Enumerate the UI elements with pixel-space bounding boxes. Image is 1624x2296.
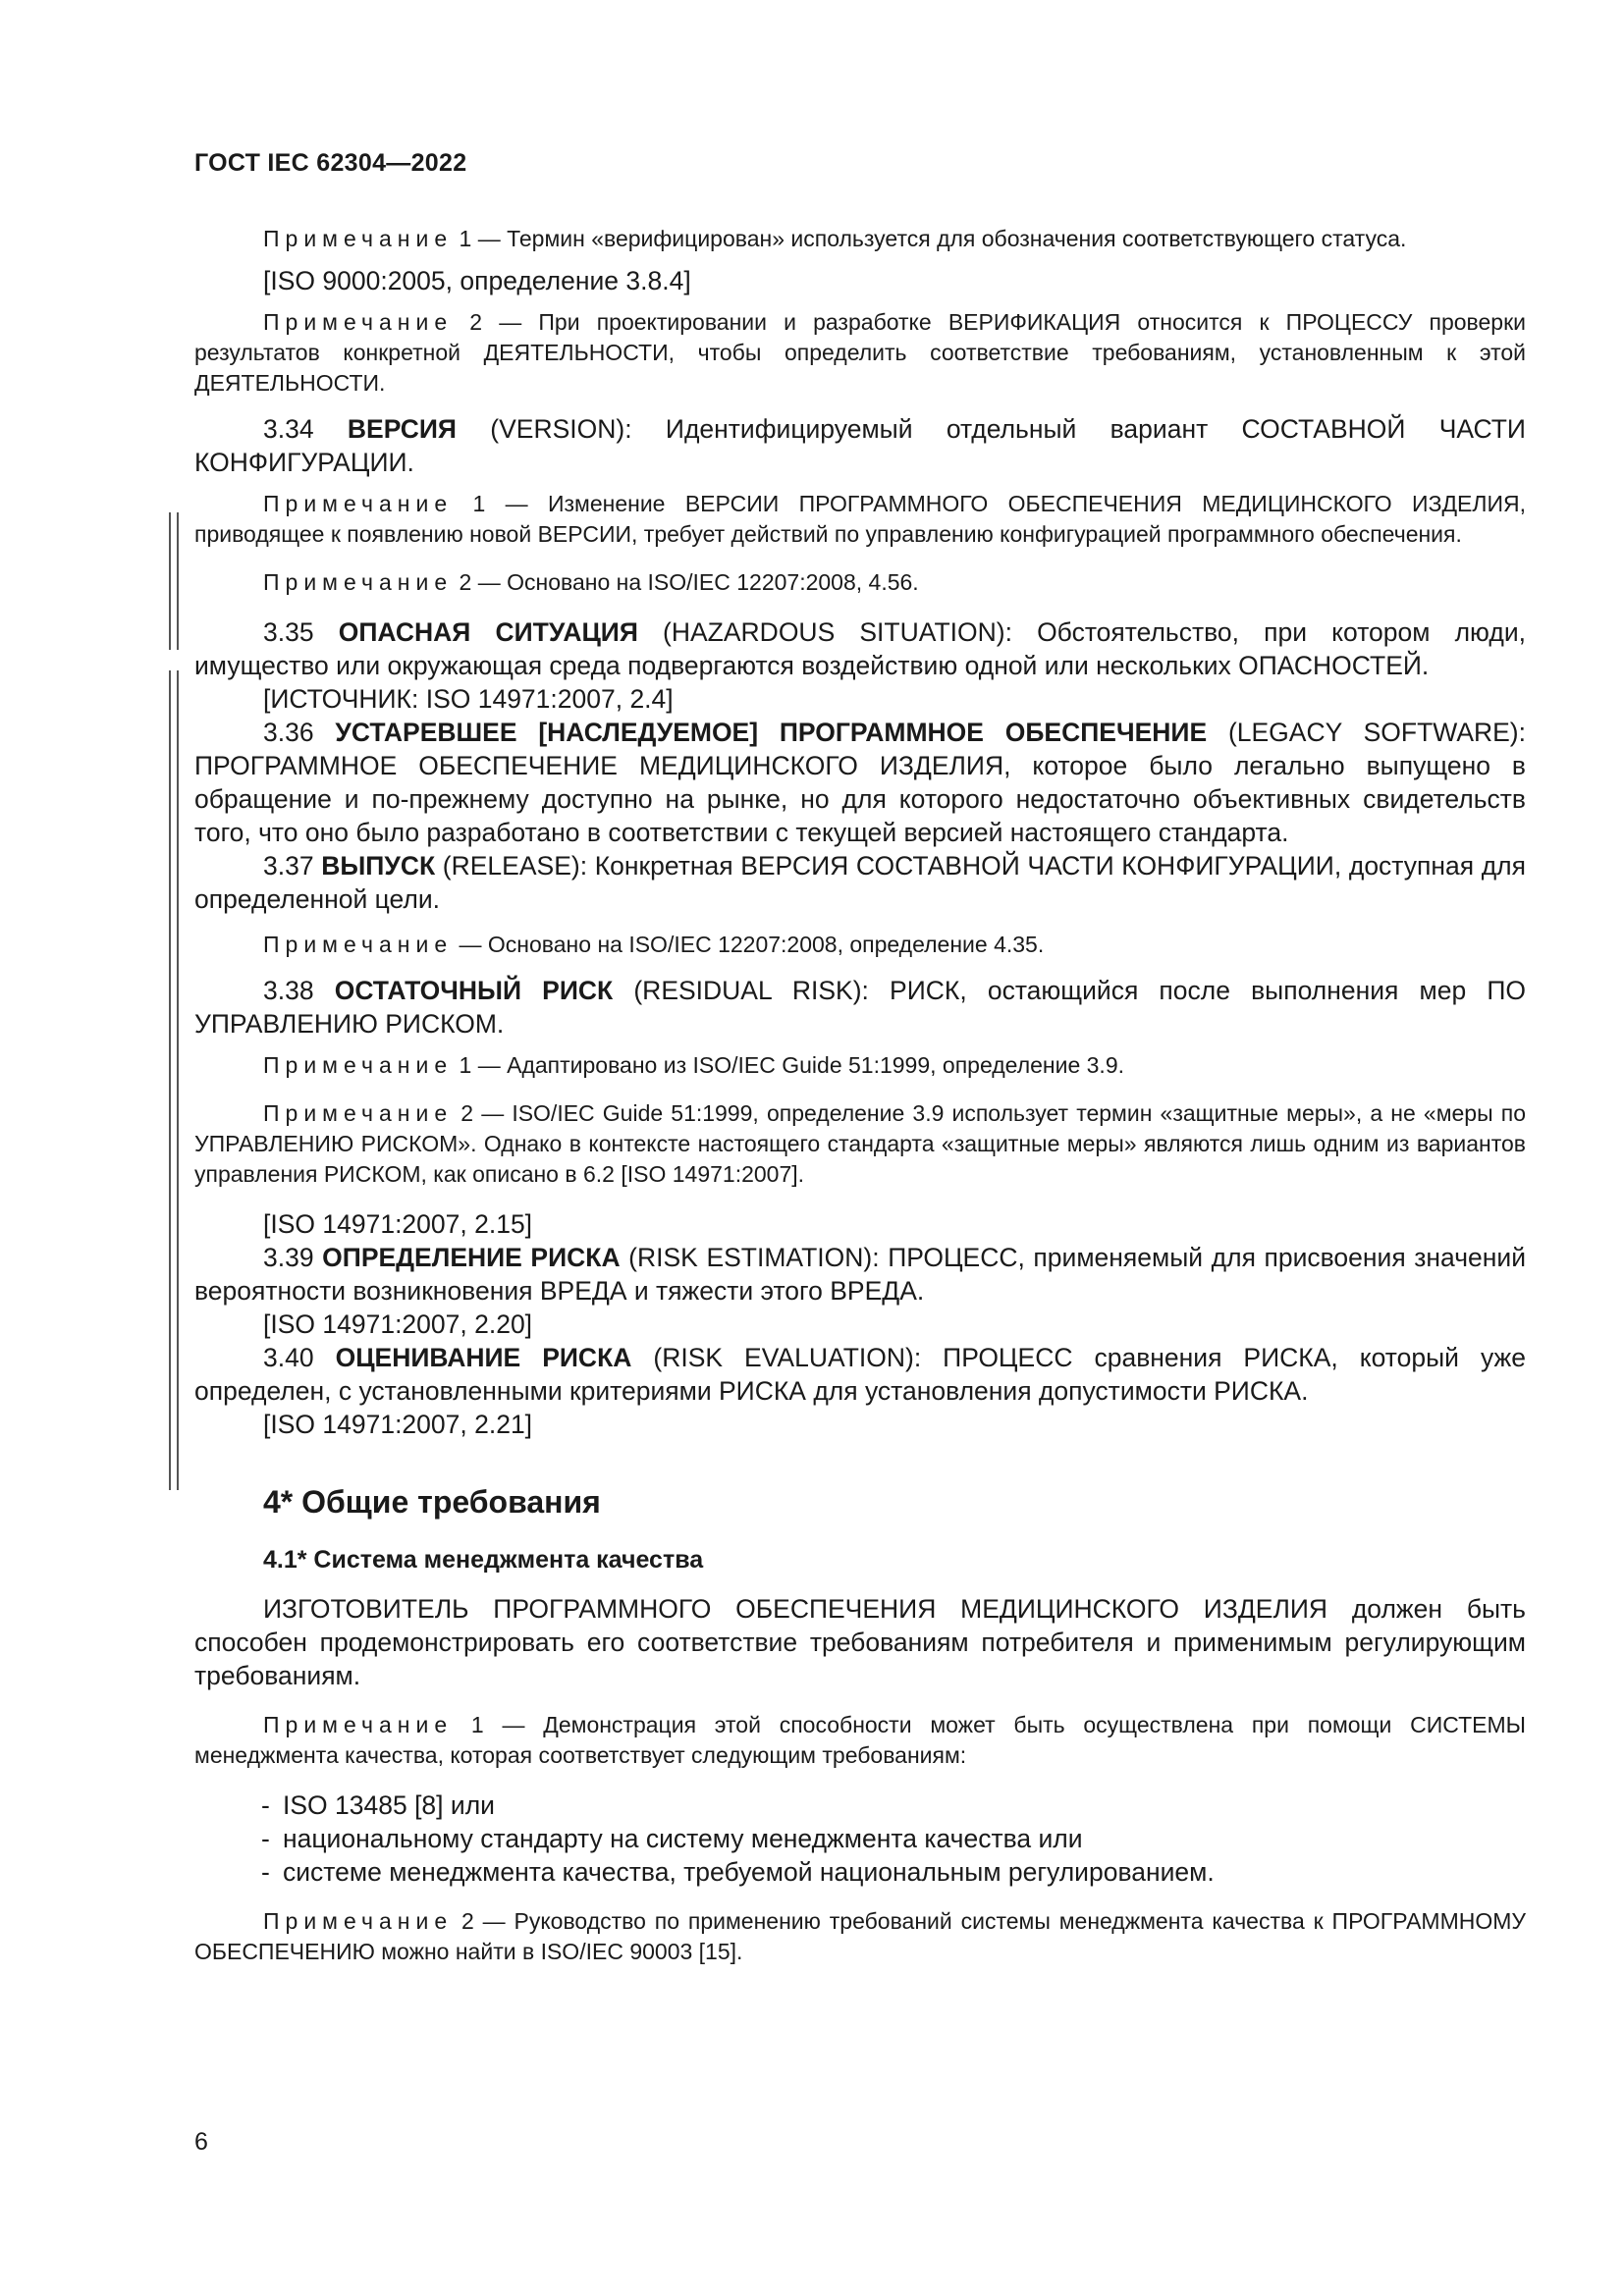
- list-item: - системе менеджмента качества, требуемой национальным регулированием.: [261, 1857, 1215, 1887]
- reference: [ISO 14971:2007, 2.15]: [263, 1209, 533, 1239]
- paragraph: ИЗГОТОВИТЕЛЬ ПРОГРАММНОГО ОБЕСПЕЧЕНИЯ МЕДИЦИНСКОГО ИЗДЕЛИЯ должен быть способен продемонстрировать его соответствие требованиям потребителя и применимым регулирующим требованиям.: [194, 1594, 1526, 1690]
- definition-3-37: 3.37 ВЫПУСК (RELEASE): Конкретная ВЕРСИЯ СОСТАВНОЙ ЧАСТИ КОНФИГУРАЦИИ, доступная для определенной цели.: [194, 851, 1526, 914]
- document-header: ГОСТ IEC 62304—2022: [194, 149, 467, 177]
- note: Примечание — Основано на ISO/IEC 12207:2008, определение 4.35.: [263, 932, 1045, 957]
- change-bar: [169, 512, 179, 650]
- section-heading: 4* Общие требования: [263, 1484, 601, 1520]
- page-number: 6: [194, 2128, 208, 2156]
- document-body: [194, 224, 1526, 1967]
- note: Примечание 2 — При проектировании и разработке ВЕРИФИКАЦИЯ относится к ПРОЦЕССУ проверки результатов конкретной ДЕЯТЕЛЬНОСТИ, чтобы определить соответствие требованиям, установленным к этой ДЕЯТЕЛЬНОСТИ.: [194, 309, 1526, 396]
- definition-3-34: 3.34 ВЕРСИЯ (VERSION): Идентифицируемый отдельный вариант СОСТАВНОЙ ЧАСТИ КОНФИГУРАЦИИ.: [194, 414, 1526, 477]
- note: Примечание 1 — Термин «верифицирован» используется для обозначения соответствующего статуса.: [263, 226, 1407, 251]
- reference: [ISO 14971:2007, 2.21]: [263, 1410, 533, 1439]
- reference: [ИСТОЧНИК: ISO 14971:2007, 2.4]: [263, 684, 674, 714]
- reference: [ISO 9000:2005, определение 3.8.4]: [263, 266, 691, 295]
- definition-3-35: 3.35 ОПАСНАЯ СИТУАЦИЯ (HAZARDOUS SITUATION): Обстоятельство, при котором люди, имущество или окружающая среда подвергаются воздействию одной или нескольких ОПАСНОСТЕЙ.: [194, 617, 1526, 680]
- reference: [ISO 14971:2007, 2.20]: [263, 1309, 533, 1339]
- list-item: - национальному стандарту на систему менеджмента качества или: [261, 1824, 1083, 1853]
- note: Примечание 1 — Адаптировано из ISO/IEC Guide 51:1999, определение 3.9.: [263, 1052, 1125, 1078]
- note: Примечание 2 — Руководство по применению требований системы менеджмента качества к ПРОГРАММНОМУ ОБЕСПЕЧЕНИЮ можно найти в ISO/IEC 90003 [15].: [194, 1908, 1526, 1964]
- change-bar: [169, 670, 179, 1490]
- list-item: - ISO 13485 [8] или: [261, 1790, 495, 1820]
- note: Примечание 1 — Демонстрация этой способности может быть осуществлена при помощи СИСТЕМЫ менеджмента качества, которая соответствует следующим требованиям:: [194, 1712, 1527, 1768]
- definition-3-39: 3.39 ОПРЕДЕЛЕНИЕ РИСКА (RISK ESTIMATION): ПРОЦЕСС, применяемый для присвоения значений вероятности возникновения ВРЕДА и тяжести этого ВРЕДА.: [194, 1243, 1526, 1306]
- note: Примечание 2 — Основано на ISO/IEC 12207:2008, 4.56.: [263, 569, 919, 595]
- definition-3-36: 3.36 УСТАРЕВШЕЕ [НАСЛЕДУЕМОЕ] ПРОГРАММНОЕ ОБЕСПЕЧЕНИЕ (LEGACY SOFTWARE): ПРОГРАММНОЕ ОБЕСПЕЧЕНИЕ МЕДИЦИНСКОГО ИЗДЕЛИЯ, которое было легально выпущено в обращение и по-прежнему доступно на рынке, но для которого недостаточно объективных свидетельств того, что оно было разработано в соответствии с текущей версией настоящего стандарта.: [194, 718, 1526, 847]
- requirements-list: [194, 1789, 1526, 1889]
- subsection-heading: 4.1* Система менеджмента качества: [263, 1546, 704, 1574]
- note: Примечание 2 — ISO/IEC Guide 51:1999, определение 3.9 использует термин «защитные меры», а не «меры по УПРАВЛЕНИЮ РИСКОМ». Однако в контексте настоящего стандарта «защитные меры» являются лишь одним из вариантов управления РИСКОМ, как описано в 6.2 [ISO 14971:2007].: [194, 1100, 1526, 1187]
- note: Примечание 1 — Изменение ВЕРСИИ ПРОГРАММНОГО ОБЕСПЕЧЕНИЯ МЕДИЦИНСКОГО ИЗДЕЛИЯ, приводящее к появлению новой ВЕРСИИ, требует действий по управлению конфигурацией программного обеспечения.: [194, 491, 1526, 547]
- definition-3-40: 3.40 ОЦЕНИВАНИЕ РИСКА (RISK EVALUATION): ПРОЦЕСС сравнения РИСКА, который уже определен, с установленными критериями РИСКА для установления допустимости РИСКА.: [194, 1343, 1526, 1406]
- definition-3-38: 3.38 ОСТАТОЧНЫЙ РИСК (RESIDUAL RISK): РИСК, остающийся после выполнения мер ПО УПРАВЛЕНИЮ РИСКОМ.: [194, 976, 1526, 1039]
